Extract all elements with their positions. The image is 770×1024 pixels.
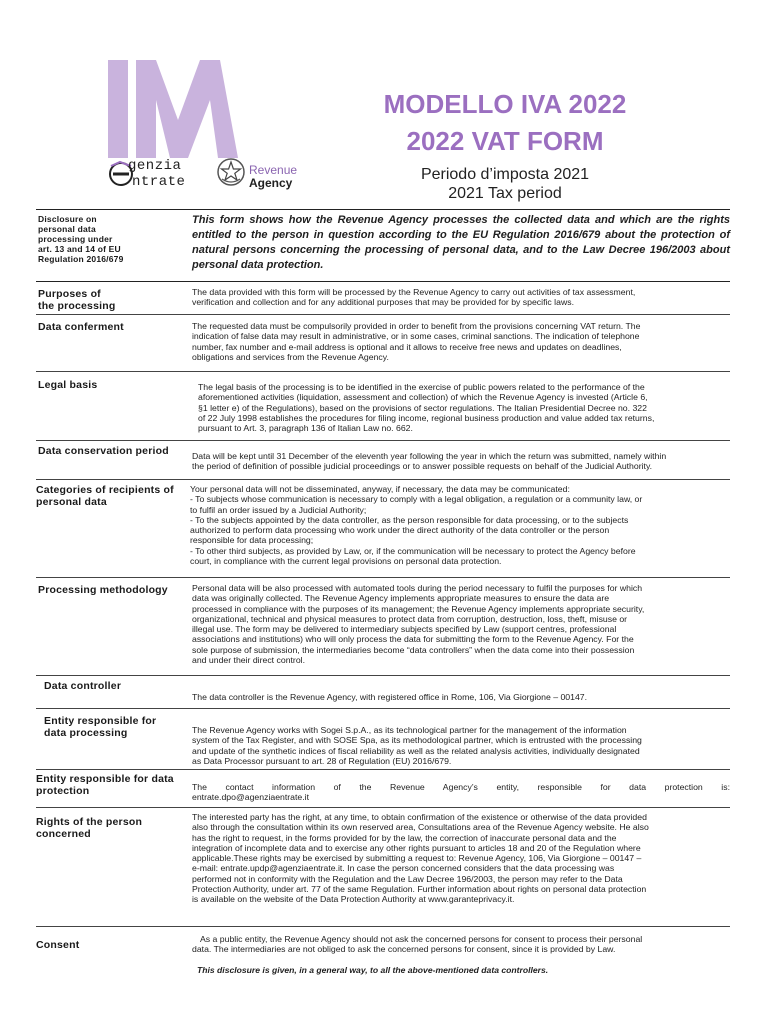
entity-processing-text: The Revenue Agency works with Sogei S.p.A., as its technological partner for the management of the information system of the Tax Register, and with SOSE Spa, as its methodological partner, which is entrusted with the processing and update of the synthetic indices of fiscal reliability as well as the related analysis activities, individually designated as Data Processor pursuant to art. 28 of Regulation (EU) 2016/679.	[192, 725, 642, 766]
divider	[36, 926, 730, 927]
legal-basis-label: Legal basis	[38, 379, 98, 391]
iva-logo-icon	[108, 60, 238, 160]
controller-label: Data controller	[44, 680, 122, 692]
disclosure-label: Disclosure on personal data processing under art. 13 and 14 of EU Regulation 2016/679	[38, 214, 124, 264]
entity-protection-label: Entity responsible for data protection	[36, 773, 174, 797]
conferment-text: The requested data must be compulsorily provided in order to benefit from the provisions concerning VAT return. The indication of false data may result in administrative, or in some cases, criminal sanctions. The indication of telephone number, fax number and e-mail address is optional and it allows to receive free news and updates on deadlines, obligations and services from the Revenue Agency.	[192, 321, 641, 362]
form-title-italian: MODELLO IVA 2022	[383, 89, 627, 119]
methodology-text: Personal data will be also processed with automated tools during the period necessary to fulfil the purposes for which data was originally collected. The Revenue Agency implements appropriate measures to ensure the data are processed in compliance with the purposes of its management; the Revenue Agency implements appropriate security, organizational, technical and physical measures to protect data from corruption, destruction, loss, theft, misuse or illegal use. The form may be delivered to intermediary subjects specified by Law (support centres, professional associations and institutions) who will only process the data for submitting the form to the Revenue Agency. For the sole purpose of submission, the intermediaries become “data controllers” when the data come into their possession and under their direct control.	[192, 583, 645, 666]
rights-label: Rights of the person concerned	[36, 816, 143, 840]
divider	[36, 440, 730, 441]
methodology-label: Processing methodology	[38, 584, 168, 596]
divider	[36, 371, 730, 372]
italian-emblem-icon	[216, 157, 246, 187]
footer-disclosure-note: This disclosure is given, in a general way, to all the above-mentioned data controllers.	[197, 965, 549, 975]
recipients-label: Categories of recipients of personal data	[36, 484, 174, 508]
logo-agenzia-text: genzia	[128, 158, 182, 174]
entity-processing-label: Entity responsible for data processing	[44, 715, 157, 739]
divider	[36, 708, 730, 709]
consent-text: As a public entity, the Revenue Agency should not ask the concerned persons for consent to process their personal data. The intermediaries are not obliged to ask the concerned persons for consent, since it is provided by Law.	[192, 934, 643, 955]
divider	[36, 769, 730, 770]
conservation-label: Data conservation period	[38, 445, 169, 457]
divider	[36, 577, 730, 578]
tax-period-english: 2021 Tax period	[448, 185, 562, 202]
divider	[36, 807, 730, 808]
controller-text: The data controller is the Revenue Agency, with registered office in Rome, 106, Via Giorgione – 00147.	[192, 692, 588, 702]
legal-basis-text: The legal basis of the processing is to be identified in the exercise of public powers related to the performance of the aforementioned activities (liquidation, assessment and collection) of which the Revenue Agency is invested (Article 6, §1 letter e) of the Regulations), based on the provisions of sector regulations. The Italian Presidential Decree no. 322 of 22 July 1998 establishes the procedures for filing income, regional business production and value added tax returns, pursuant to Art. 3, paragraph 136 of Italian Law no. 662.	[198, 382, 655, 434]
divider	[36, 675, 730, 676]
consent-label: Consent	[36, 939, 80, 951]
purposes-text: The data provided with this form will be processed by the Revenue Agency to carry out activities of tax assessment, verification and collection and for any additional purposes that may be provided for by specific laws.	[192, 287, 636, 308]
divider	[36, 314, 730, 315]
divider	[36, 479, 730, 480]
divider	[36, 281, 730, 282]
entity-protection-text: The contact information of the Revenue Agency’s entity, responsible for data protection is: entrate.dpo@agenziaentrate.it	[192, 782, 730, 803]
logo-entrate-text: ntrate	[132, 174, 186, 190]
rights-text: The interested party has the right, at any time, to obtain confirmation of the existence or otherwise of the data provided also through the consultation within its own reserved area, Consultations area of the Revenue Agency website. He also has the right to request, in the forms provided for by the law, the correction of inaccurate personal data and the integration of incomplete data and to exercise any other rights pursuant to articles 18 and 20 of the Regulation where applicable.These rights may be exercised by submitting a request to: Revenue Agency, 106, Via Giorgione – 00147 – e-mail: entrate.updp@agenziaentrate.it. In case the person concerned considers that the data processing was performed not in conformity with the Regulation and the Law Decree 196/2003, the person may refer to the Data Protection Authority, under art. 77 of the same Regulation. Further information about rights on personal data protection is available on the website of the Data Protection Authority at www.garanteprivacy.it.	[192, 812, 649, 905]
disclosure-intro-text: This form shows how the Revenue Agency processes the collected data and which are the rights entitled to the person in question according to the EU Regulation 2016/679 about the protection of natural persons concerning the processing of personal data, and to the Law Decree 196/2003 about personal data protection.	[192, 214, 730, 271]
divider	[36, 209, 730, 210]
conservation-text: Data will be kept until 31 December of the eleventh year following the year in which the return was submitted, namely within the period of definition of possible judicial proceedings or to answer possible requests on behalf of the Judicial Authority.	[192, 451, 667, 472]
logo-agency-text: Agency	[249, 176, 293, 190]
purposes-label: Purposes of the processing	[38, 288, 116, 312]
form-title-english: 2022 VAT FORM	[406, 126, 604, 156]
recipients-text: Your personal data will not be disseminated, anyway, if necessary, the data may be communicated: - To subjects whose communication is necessary to comply with a legal obligation, a regulation or a community law, or to fulfil an order issued by a Judicial Authority; - To the subjects appointed by the data controller, as the person responsible for data processing, or to the subjects authorized to perform data processing who work under the direct authority of the data controller or the person responsible for data processing; - To other third subjects, as provided by Law, or, if the communication will be necessary to protect the Agency before court, in compliance with the current legal provisions on personal data protection.	[190, 484, 643, 567]
conferment-label: Data conferment	[38, 321, 124, 333]
logo-revenue-text: Revenue	[249, 163, 298, 177]
tax-period-italian: Periodo d’imposta 2021	[420, 166, 590, 183]
